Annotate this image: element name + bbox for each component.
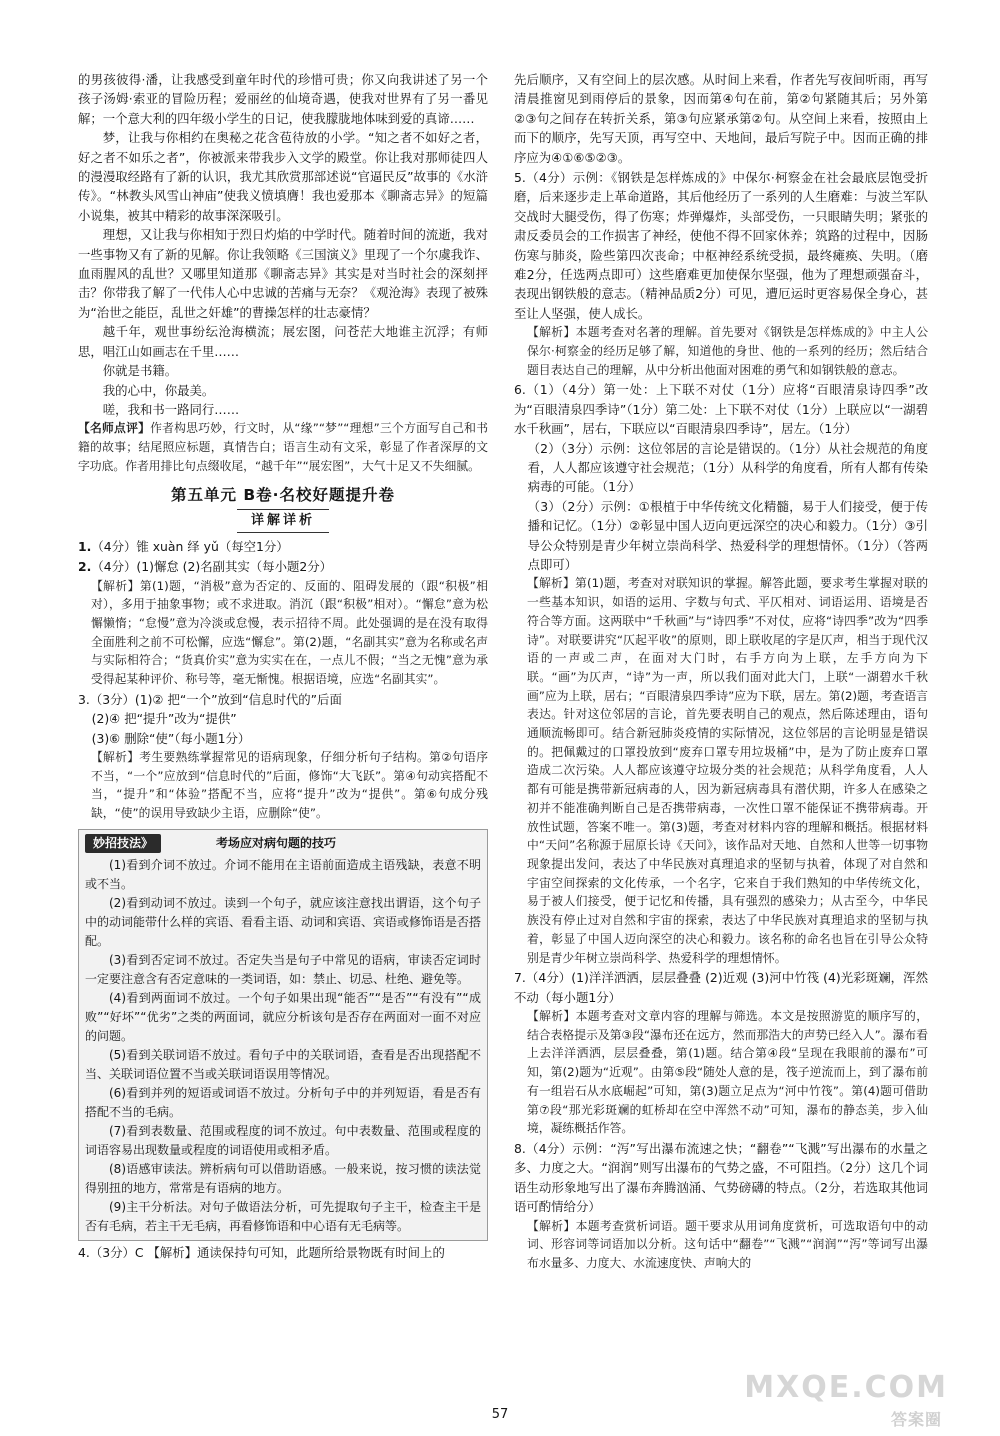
answer-2 <box>78 557 488 576</box>
left-column <box>78 70 488 1262</box>
answer-6-3: （3）（2分）示例：①根植于中华传统文化精髓，易于人们接受，便于传播和记忆。（1分）②彰显中国人迈向更远深空的决心和毅力。（1分）③引导公众特别是青少年树立崇尚科学、热爱科学的理想情怀。（1分）（答两点即可） <box>527 498 928 573</box>
essay-paragraph: 你就是书籍。 <box>102 363 178 379</box>
tips-box <box>78 829 488 1241</box>
essay-paragraph: 嗟，我和书一路同行…… <box>102 401 240 417</box>
analysis-8: 【解析】本题考查赏析词语。题干要求从用词角度赏析，可选取语句中的动词、形容词等词语加以分析。这句话中“翻卷”“飞溅”“润润”“泻”等词写出瀑布水量多、力度大、水流速度快、声响大的 <box>526 1218 928 1270</box>
answer-7: 7.（4分）(1)洋洋洒洒，层层叠叠 (2)近观 (3)河中竹筏 (4)光彩斑斓，浑然不动（每小题1分） <box>514 970 928 1005</box>
teacher-comment-tag: 【名师点评】 <box>78 421 151 436</box>
tips-item: (9)主干分析法。对句子做语法分析，可先提取句子主干，检查主干是否有毛病，若主干无毛病，再看修饰语和中心语有无毛病等。 <box>85 1199 481 1233</box>
answer-1 <box>78 537 488 556</box>
analysis-6: 【解析】第(1)题，考查对对联知识的掌握。解答此题，要求考生掌握对联的一些基本知识，如语的运用、字数与句式、平仄相对、词语运用、语境是否符合等方面。这两联中“千秋画”与“诗四季”不对仗，应将“诗四季”改为“四季诗”。对联要讲究“仄起平收”的原则，即上联收尾的字是仄声，相当于现代汉语的一声或二声，在面对大门时，右手方向为上联，左手方向为下联。“画”为仄声，“诗”为一声，所以我们面对此大门，上联“一湖碧水千秋画”应为上联，居右；“百眼清泉四季诗”应为下联，居左。第(2)题，考查语言表达。针对这位邻居的言论，首先要表明自己的观点，然后陈述理由，语句通顺流畅即可。结合新冠肺炎疫情的实际情况，这位邻居的言论明显是错误的。把佩戴过的口罩投放到“废弃口罩专用垃圾桶”中，是为了防止废弃口罩造成二次污染。人人都应该遵守垃圾分类的社会规范；从科学角度看，人人都有可能是携带新冠病毒的人，因为新冠病毒具有潜伏期，许多人在感染之初并不能准确判断自己是否携带病毒，一次性口罩不能保证不携带病毒。开放性试题，答案不唯一。第(3)题，考查对材料内容的理解和概括。根据材料中“天问”名称源于屈原长诗《天问》，该作品对天地、自然和人世等一切事物现象提出发问，表达了中华民族对真理追求的坚韧与执着，体现了对自然和宇宙空间探索的文化传承，一个名字，它来自于我们熟知的中华传统文化，易于被人们接受，便于记忆和传播，具有强烈的感染力；从古至今，中华民族没有停止过对自然和宇宙的探索，表达了中华民族对真理追求的坚韧与执着，彰显了中国人迈向深空的决心和毅力。该名称的命名也旨在引导公众特别是青少年树立崇尚科学、热爱科学的理想情怀。 <box>526 576 928 965</box>
answer-3-line: (3)⑥ 删除“使”（每小题1分） <box>91 730 251 746</box>
tips-item: (2)看到动词不放过。读到一个句子，就应该注意找出谓语，这个句子中的动词能带什么样的宾语、看看主语、动词和宾语、宾语或修饰语是否搭配。 <box>85 895 482 948</box>
tips-item: (6)看到并列的短语或词语不放过。分析句子中的并列短语，看是否有搭配不当的毛病。 <box>85 1085 481 1119</box>
tips-item: (1)看到介词不放过。介词不能用在主语前面造成主语残缺，表意不明或不当。 <box>85 857 481 891</box>
analysis-5: 【解析】本题考查对名著的理解。首先要对《钢铁是怎样炼成的》中主人公保尔·柯察金的经历足够了解，知道他的身世、他的一系列的经历；然后结合题目表达自己的理解，从中分析出他面对困难的勇气和如钢铁般的意志。 <box>526 325 928 377</box>
tips-header <box>85 834 481 853</box>
teacher-comment <box>78 419 488 475</box>
analysis-7: 【解析】本题考查对文章内容的理解与筛选。本文是按照游览的顺序写的，结合表格提示及第③段“瀑布还在远方，然而那浩大的声势已经入人”。瀑布看上去洋洋洒洒，层层叠叠，第(1)题。结合第④段“呈现在我眼前的瀑布”可知，第(2)题为“近观”。由第⑤段“随处人意的是，筏子逆流而上，到了瀑布前有一组岩石从水底崛起”可知，第(3)题立足点为“河中竹筏”。第(4)题可借助第⑦段“那光彩斑斓的虹桥却在空中浑然不动”可知，瀑布的静态美，步入仙境，凝练概括作答。 <box>526 1009 928 1136</box>
tips-title: 考场应对病句题的技巧 <box>216 835 337 850</box>
question-number: 2. <box>78 559 92 575</box>
answer-banner <box>78 509 488 532</box>
essay-paragraph: 梦，让我与你相约在奥秘之花含苞待放的小学。“知之者不如好之者，好之者不如乐之者”，你被派来带我步入文学的殿堂。你让我对那师徒四人的漫漫取经路有了新的认识，我尤其欣赏那部述说“官逼民反”故事的《水浒传》。“林教头风雪山神庙”使我义愤填膺！我也爱那本《聊斋志异》的短篇小说集，被其中精彩的故事深深吸引。 <box>78 130 488 223</box>
teacher-comment-text: 作者构思巧妙，行文时，从“缘”“梦”“理想”三个方面写自己和书籍的故事；结尾照应标题，真情告白；语言生动有文采，彰显了作者深厚的文字功底。作者用排比句点缀收尾，“越千年”“展宏图”，大气十足又不失细腻。 <box>78 421 488 473</box>
unit-heading: 第五单元 B卷·名校好题提升卷 <box>170 486 396 505</box>
essay-paragraph: 理想，又让我与你相知于烈日灼焰的中学时代。随着时间的流逝，我对一些事物又有了新的见解。你让我领略《三国演义》里现了一个尔虞我诈、血雨腥风的乱世？又哪里知道那《聊斋志异》其实是对当时社会的深刻抨击？你带我了解了一代伟人心中忠诚的苦痛与无奈？《观沧海》表现了被殊为“治世之能臣，乱世之奸雄”的曹操怎样的壮志豪情？ <box>78 227 488 320</box>
answer-6-1: 6.（1）（4分）第一处：上下联不对仗（1分）应将“百眼清泉诗四季”改为“百眼清泉四季诗”（1分）第二处：上下联不对仗（1分）上联应以“一湖碧水千秋画”，居右，下联应以“百眼清泉四季诗”，居左。（1分） <box>514 382 928 437</box>
answer-5: 5.（4分）示例：《钢铁是怎样炼成的》中保尔·柯察金在社会最底层饱受折磨，后来逐步走上革命道路，其后他经历了一系列的人生磨难：与波兰军队交战时大腿受伤，得了伤寒；炸弹爆炸，头部受伤，一只眼睛失明；紧张的肃反委员会的工作损害了神经，使他不得不回家休养；筑路的过程中，因肠伤寒与肺炎，险些第四次丧命；中枢神经系统受损，最终瘫痪、失明。（磨难2分，任选两点即可）这些磨难更加使保尔坚强，他为了理想顽强奋斗，表现出钢铁般的意志。（精神品质2分）可见，遭厄运时更容易保全身心，甚至让人坚强，使人成长。 <box>514 170 928 321</box>
watermark-logo-sub: 答案圈 <box>890 1410 942 1429</box>
essay-paragraph: 的男孩彼得·潘，让我感受到童年时代的珍惜可贵；你又向我讲述了另一个孩子汤姆·索亚的冒险历程；爱丽丝的仙境奇遇，使我对世界有了另一番见解；一个意大利的四年级小学生的日记，使我朦胧地体味到爱的真谛…… <box>78 72 488 126</box>
answer-8: 8.（4分）示例：“泻”写出瀑布流速之快；“翻卷”“飞溅”写出瀑布的水量之多、力度之大。“润润”则写出瀑布的气势之盛，不可阻挡。（2分）这几个词语生动形象地写出了瀑布奔腾汹涌、气势磅礴的特点。（2分，若选取其他词语可酌情给分） <box>514 1140 928 1215</box>
answer-3: 3.（3分）(1)② 把“一个”放到“信息时代的”后面 <box>78 691 342 707</box>
tips-item: (8)语感审读法。辨析病句可以借助语感。一般来说，按习惯的读法觉得别扭的地方，常常是有语病的地方。 <box>85 1161 481 1195</box>
essay-paragraph: 我的心中，你最美。 <box>102 382 215 398</box>
tips-item: (4)看到两面词不放过。一个句子如果出现“能否”“是否”“有没有”“成败”“好坏”“优劣”之类的两面词，就应分析该句是否存在两面对一面不对应的问题。 <box>85 990 481 1043</box>
question-number: 1. <box>78 538 92 554</box>
answer-4: 4.（3分）C 【解析】通读保持句可知，此题所给景物既有时间上的 <box>78 1244 445 1260</box>
essay-paragraph: 越千年，观世事纷纭沧海横流；展宏图，问苍茫大地谁主沉浮；有师思，唱江山如画志在千里…… <box>78 324 488 359</box>
tips-label: 妙招技法》 <box>85 834 161 853</box>
right-column <box>514 70 928 1273</box>
answer-text: （4分）锥 xuàn 绎 yǔ（每空1分） <box>91 538 289 554</box>
tips-item: (5)看到关联词语不放过。看句子中的关联词语，查看是否出现搭配不当、关联词语位置不当或关联词语误用等情况。 <box>85 1047 481 1081</box>
tips-item: (3)看到否定词不放过。否定失当是句子中常见的语病，审读否定词时一定要注意含有否定意味的一类词语，如：禁止、切忌、杜绝、避免等。 <box>85 952 481 986</box>
page-number: 57 <box>491 1407 509 1422</box>
answer-3-line: (2)④ 把“提升”改为“提供” <box>91 711 237 727</box>
answer-6-2: （2）（3分）示例：这位邻居的言论是错误的。（1分）从社会规范的角度看，人人都应该遵守社会规范；（1分）从科学的角度看，所有人都有传染病毒的可能。（1分） <box>527 440 928 495</box>
answer-4-continued: 先后顺序，又有空间上的层次感。从时间上来看，作者先写夜间听雨，再写清晨推窗见到雨停后的景象，因而第④句在前，第②句紧随其后；另外第②③句之间存在转折关系，第③句应紧承第②句。从空间上来看，按照由上而下的顺序，先写天顶，再写空中、天地间，最后写院子中。因而正确的排序应为④①⑥⑤②③。 <box>514 72 928 165</box>
answer-text: （4分）(1)懈怠 (2)名副其实（每小题2分） <box>91 559 333 575</box>
analysis-2: 【解析】第(1)题，“消极”意为否定的、反面的、阻碍发展的（跟“积极”相对），多用于抽象事物；或不求进取。消沉（跟“积极”相对）。“懈怠”意为松懈懒惰；“怠慢”意为冷淡或怠慢，表示招待不周。此处强调的是在没有取得全面胜利之前不可松懈，应选“懈怠”。第(2)题，“名副其实”意为名称或名声与实际相符合；“货真价实”意为实实在在，一点儿不假；“当之无愧”意为承受得起某种评价、称号等，毫无惭愧。根据语境，应选“名副其实”。 <box>90 578 488 687</box>
analysis-3: 【解析】考生要熟练掌握常见的语病现象，仔细分析句子结构。第②句语序不当，“一个”应放到“信息时代的”后面，修饰“大飞跃”。第④句动宾搭配不当，“提升”和“体验”搭配不当，应将“提升”改为“提供”。第⑥句成分残缺，“使”的误用导致缺少主语，应删除“使”。 <box>90 750 488 821</box>
tips-item: (7)看到表数量、范围或程度的词不放过。句中表数量、范围或程度的词语容易出现数量或程度的词语使用或相矛盾。 <box>85 1123 481 1157</box>
answer-banner-text: 详解详析 <box>237 509 329 532</box>
watermark-logo: MXQE.COM <box>744 1370 948 1405</box>
